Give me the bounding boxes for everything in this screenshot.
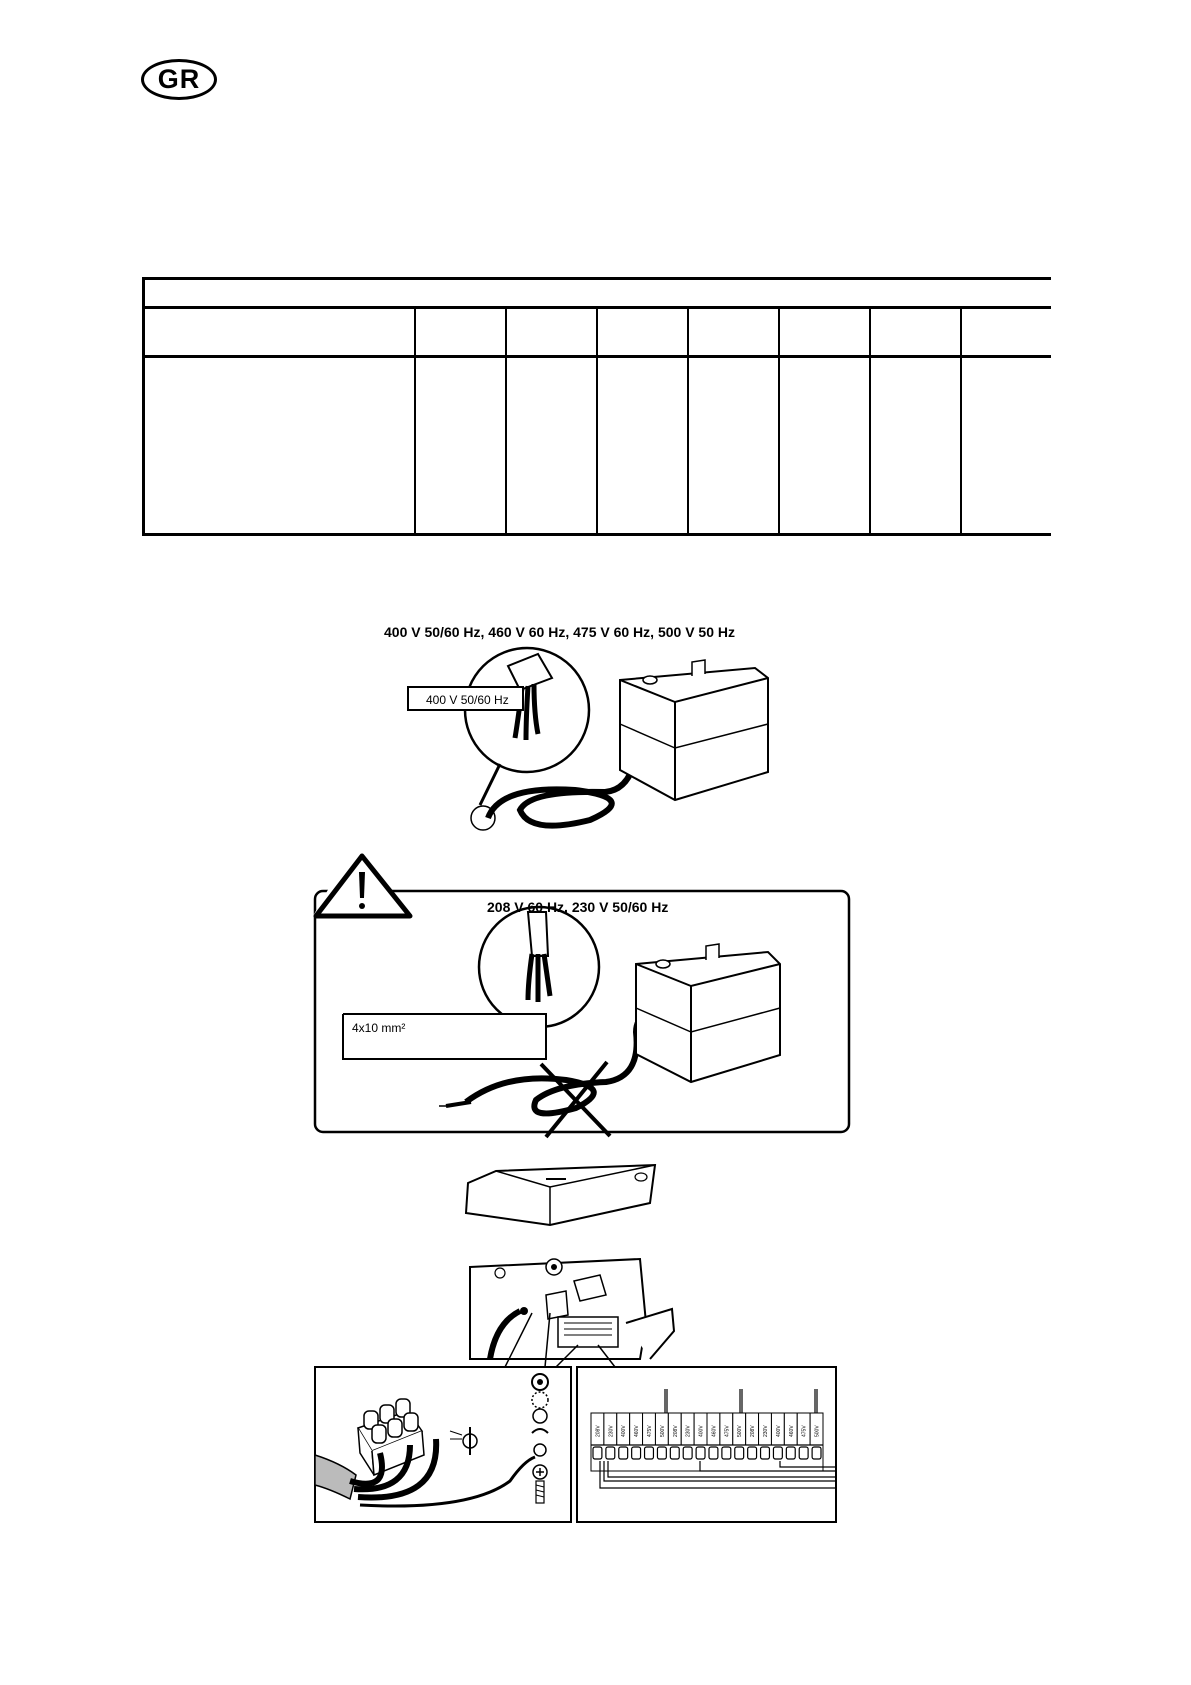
terminal-voltage-label: 208V — [595, 1425, 602, 1437]
terminal-voltage-label: 230V — [685, 1425, 692, 1437]
terminal-screw — [606, 1447, 615, 1459]
terminal-voltage-label: 475V — [801, 1425, 808, 1437]
cable-tag-text: 400 V 50/60 Hz — [426, 693, 509, 707]
table-column-divider — [505, 307, 507, 536]
warning-triangle-icon — [313, 856, 410, 916]
table-column-divider — [414, 307, 416, 536]
terminal-voltage-label: 475V — [724, 1425, 731, 1437]
terminal-voltage-label: 208V — [672, 1425, 679, 1437]
terminal-screw — [632, 1447, 641, 1459]
unit-lid — [466, 1165, 655, 1225]
terminal-screw — [709, 1447, 718, 1459]
terminal-voltage-label: 230V — [608, 1425, 615, 1437]
figure-middle-voltage-title: 208 V 60 Hz, 230 V 50/60 Hz — [487, 899, 669, 915]
terminal-block-inset — [315, 1367, 571, 1522]
figure-bottom — [310, 1163, 845, 1528]
figure-top — [400, 640, 800, 840]
terminal-screw — [748, 1447, 757, 1459]
terminal-voltage-label: 400V — [775, 1425, 782, 1437]
terminal-voltage-label: 400V — [698, 1425, 705, 1437]
terminal-screw — [670, 1447, 679, 1459]
table-column-divider — [960, 307, 962, 536]
cable-size-tag-text: 4x10 mm² — [352, 1021, 406, 1035]
terminal-screw — [593, 1447, 602, 1459]
table-column-divider — [869, 307, 871, 536]
terminal-voltage-label: 208V — [750, 1425, 757, 1437]
terminal-voltage-label: 460V — [788, 1425, 795, 1437]
figure-top-voltage-title: 400 V 50/60 Hz, 460 V 60 Hz, 475 V 60 Hz, 500 V 50 Hz — [384, 624, 735, 640]
terminal-screw — [761, 1447, 770, 1459]
terminal-screw — [773, 1447, 782, 1459]
terminal-voltage-label: 500V — [737, 1425, 744, 1437]
terminal-voltage-label: 460V — [711, 1425, 718, 1437]
table-column-divider — [778, 307, 780, 536]
terminal-screw — [696, 1447, 705, 1459]
terminal-voltage-label: 475V — [647, 1425, 653, 1437]
terminal-voltage-label: 500V — [814, 1425, 821, 1437]
figure-middle-panel — [306, 852, 851, 1142]
terminal-screw — [799, 1447, 808, 1459]
terminal-screw — [786, 1447, 795, 1459]
terminal-screw — [722, 1447, 731, 1459]
terminal-voltage-label: 400V — [621, 1425, 628, 1437]
terminal-voltage-label: 500V — [659, 1425, 666, 1437]
table-column-divider — [687, 307, 689, 536]
language-badge: GR — [141, 59, 217, 100]
terminal-voltage-label: 460V — [634, 1425, 641, 1437]
terminal-voltage-label: 230V — [763, 1425, 769, 1437]
terminal-screw — [657, 1447, 666, 1459]
terminal-screw — [683, 1447, 692, 1459]
heater-unit — [620, 660, 768, 800]
spec-table — [142, 277, 1051, 536]
terminal-screw — [619, 1447, 628, 1459]
terminal-screw — [645, 1447, 654, 1459]
table-column-divider — [596, 307, 598, 536]
terminal-screw — [812, 1447, 821, 1459]
heater-unit — [636, 944, 780, 1082]
terminal-screw — [735, 1447, 744, 1459]
voltage-terminal-inset — [577, 1367, 836, 1522]
unit-open-body — [470, 1259, 674, 1359]
